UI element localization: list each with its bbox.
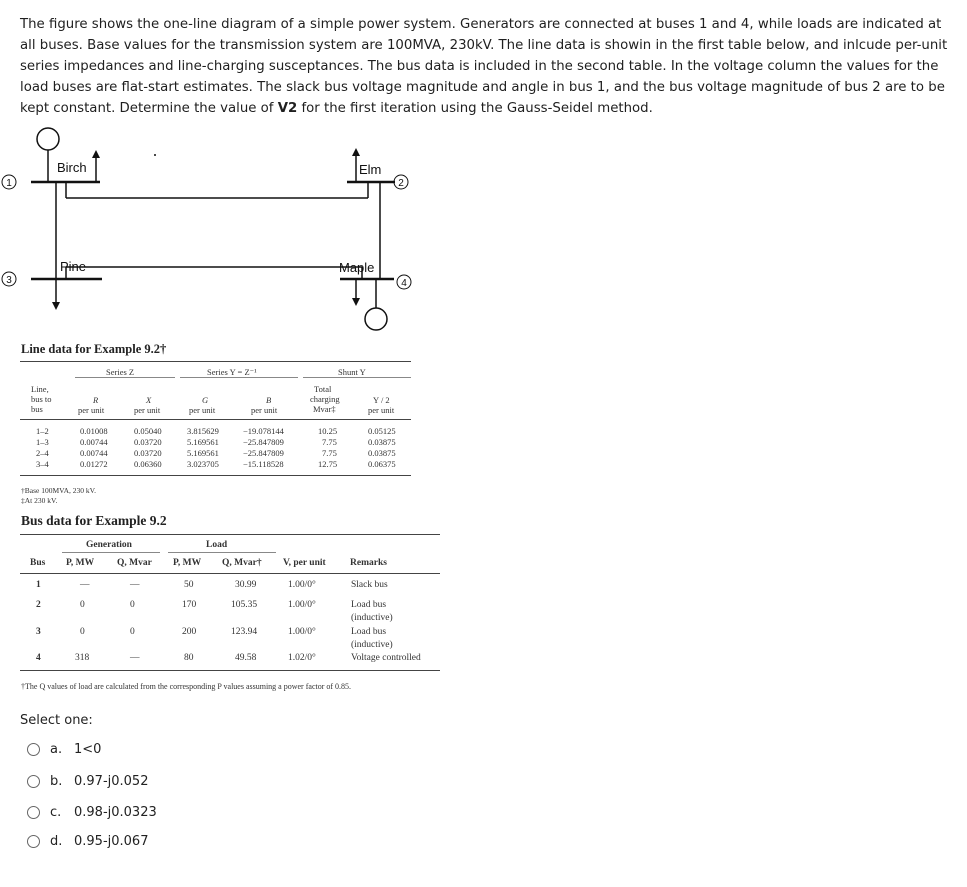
cell-mvar: 7.75 <box>322 437 337 447</box>
h-b-unit: per unit <box>251 405 278 415</box>
cell-remarks: Load bus <box>351 627 387 637</box>
h-r: R <box>93 395 99 405</box>
cell-y2: 0.05125 <box>368 426 396 436</box>
cell-remarks-2: (inductive) <box>351 640 393 650</box>
cell-r: 0.00744 <box>80 437 108 447</box>
cell-x: 0.06360 <box>134 459 162 469</box>
cell-remarks-2: (inductive) <box>351 613 393 623</box>
h-x: X <box>146 395 152 405</box>
h-g: G <box>202 395 209 405</box>
cell-load-p: 80 <box>184 653 194 663</box>
cell-g: 5.169561 <box>187 448 219 458</box>
label-elm: Elm <box>359 162 382 177</box>
h-x-unit: per unit <box>134 405 161 415</box>
cell-b: −15.118528 <box>243 459 284 469</box>
generator-bus4-icon <box>365 308 387 330</box>
load-arrow-bus3-icon <box>52 302 60 310</box>
group-shunt-y: Shunt Y <box>338 367 366 377</box>
select-one-label: Select one: <box>20 713 93 728</box>
cell-gen-q: — <box>130 653 140 663</box>
cell-mvar: 10.25 <box>318 426 338 436</box>
h-g-unit: per unit <box>189 405 216 415</box>
option-a-text: 1<0 <box>74 742 102 757</box>
radio-a[interactable] <box>27 743 40 756</box>
cell-b: −19.078144 <box>243 426 284 436</box>
cell-r: 0.00744 <box>80 448 108 458</box>
cell-remarks: Voltage controlled <box>351 653 421 663</box>
question-part1: The figure shows the one-line diagram of a simple power system. Generators are connected at buses 1 and 4, while loads are indicated at all buses. Base values for the transmission system are 100MVA, 230kV. The line data is showin in the first table below, and inlcude per-unit series impedances and line-charging susceptances. The bus data is included in the second table. In the voltage column the values for the load buses are flat-start estimates. The slack bus voltage magnitude and angle in bus 1, and the bus voltage magnitude of bus 2 are to be kept constant. Determine the value of <box>20 17 948 116</box>
stray-dot-icon <box>154 154 156 156</box>
question-part2: for the first iteration using the Gauss-Seidel method. <box>297 101 653 116</box>
group-generation: Generation <box>86 540 132 550</box>
load-arrow-bus2-icon <box>352 148 360 156</box>
h-gen-p: P, MW <box>66 558 95 568</box>
h-line1: Line, <box>31 384 49 394</box>
option-c[interactable] <box>27 805 157 820</box>
h-remarks: Remarks <box>350 558 387 568</box>
cell-gen-q: 0 <box>130 627 135 637</box>
label-birch: Birch <box>57 160 87 175</box>
h-gen-q: Q, Mvar <box>117 558 152 568</box>
option-d-letter: d. <box>50 834 63 849</box>
cell-bus: 4 <box>36 653 41 663</box>
option-d-text: 0.95-j0.067 <box>74 834 149 849</box>
one-line-diagram <box>0 122 460 337</box>
h-r-unit: per unit <box>78 405 105 415</box>
load-arrow-bus1-icon <box>92 150 100 158</box>
cell-x: 0.03720 <box>134 437 162 447</box>
cell-remarks: Load bus <box>351 600 387 610</box>
cell-y2: 0.03875 <box>368 448 396 458</box>
cell-voltage: 1.00/0° <box>288 627 316 637</box>
cell-line: 3–4 <box>36 459 49 469</box>
cell-mvar: 7.75 <box>322 448 337 458</box>
cell-g: 5.169561 <box>187 437 219 447</box>
h-voltage: V, per unit <box>283 558 326 568</box>
option-b[interactable] <box>27 774 148 789</box>
label-maple: Maple <box>339 260 375 275</box>
group-load: Load <box>206 540 228 550</box>
group-series-y: Series Y = Z⁻¹ <box>207 367 257 377</box>
bus4-number: 4 <box>401 278 407 289</box>
cell-r: 0.01008 <box>80 426 108 436</box>
group-series-z: Series Z <box>106 367 135 377</box>
cell-load-p: 200 <box>182 627 197 637</box>
cell-y2: 0.06375 <box>368 459 396 469</box>
h-line2: bus to <box>31 394 52 404</box>
cell-g: 3.815629 <box>187 426 219 436</box>
cell-mvar: 12.75 <box>318 459 338 469</box>
h-y2: Y / 2 <box>373 395 390 405</box>
cell-gen-p: — <box>80 580 90 590</box>
line-table-foot1: †Base 100MVA, 230 kV. <box>21 486 96 495</box>
radio-d[interactable] <box>27 835 40 848</box>
cell-gen-p: 0 <box>80 600 85 610</box>
cell-bus: 1 <box>36 580 41 590</box>
generator-bus1-icon <box>37 128 59 150</box>
cell-load-q: 105.35 <box>231 600 258 610</box>
bus-table-foot: †The Q values of load are calculated from the corresponding P values assuming a power factor of 0.85. <box>21 682 352 691</box>
h-bus: Bus <box>30 558 46 568</box>
bus3-number: 3 <box>6 275 12 286</box>
cell-load-q: 49.58 <box>235 653 257 663</box>
cell-voltage: 1.00/0° <box>288 600 316 610</box>
cell-line: 1–3 <box>36 437 49 447</box>
cell-load-p: 50 <box>184 580 194 590</box>
cell-bus: 2 <box>36 600 41 610</box>
load-arrow-bus4-icon <box>352 298 360 306</box>
line-table-foot2: ‡At 230 kV. <box>21 496 58 505</box>
line-table-caption: Line data for Example 9.2† <box>21 342 167 356</box>
option-a-letter: a. <box>50 742 63 757</box>
cell-load-p: 170 <box>182 600 197 610</box>
cell-b: −25.847809 <box>243 437 284 447</box>
cell-gen-p: 318 <box>75 653 90 663</box>
option-b-letter: b. <box>50 774 63 789</box>
cell-load-q: 30.99 <box>235 580 257 590</box>
cell-load-q: 123.94 <box>231 627 258 637</box>
question-bold-v2: V2 <box>277 101 298 116</box>
h-mvar: Mvar‡ <box>313 404 336 414</box>
h-y2-unit: per unit <box>368 405 395 415</box>
cell-g: 3.023705 <box>187 459 219 469</box>
option-b-text: 0.97-j0.052 <box>74 774 149 789</box>
cell-x: 0.03720 <box>134 448 162 458</box>
h-line3: bus <box>31 404 43 414</box>
h-charging: charging <box>310 394 340 404</box>
option-a[interactable] <box>27 742 101 757</box>
cell-y2: 0.03875 <box>368 437 396 447</box>
cell-line: 2–4 <box>36 448 49 458</box>
cell-voltage: 1.02/0° <box>288 653 316 663</box>
bus-table-caption: Bus data for Example 9.2 <box>21 513 167 528</box>
cell-gen-p: 0 <box>80 627 85 637</box>
cell-b: −25.847809 <box>243 448 284 458</box>
h-b: B <box>266 395 272 405</box>
label-pine: Pine <box>60 259 87 274</box>
h-total: Total <box>314 384 332 394</box>
option-d[interactable] <box>27 834 148 849</box>
cell-bus: 3 <box>36 627 41 637</box>
question-text <box>20 14 950 119</box>
cell-gen-q: 0 <box>130 600 135 610</box>
h-load-p: P, MW <box>173 558 202 568</box>
bus2-number: 2 <box>398 178 404 189</box>
cell-r: 0.01272 <box>80 459 108 469</box>
bus1-number: 1 <box>6 178 12 189</box>
cell-voltage: 1.00/0° <box>288 580 316 590</box>
cell-x: 0.05040 <box>134 426 162 436</box>
cell-remarks: Slack bus <box>351 580 388 590</box>
radio-b[interactable] <box>27 775 40 788</box>
radio-c[interactable] <box>27 806 40 819</box>
cell-line: 1–2 <box>36 426 49 436</box>
h-load-q: Q, Mvar† <box>222 558 262 568</box>
option-c-text: 0.98-j0.0323 <box>74 805 157 820</box>
option-c-letter: c. <box>50 805 62 820</box>
cell-gen-q: — <box>130 580 140 590</box>
